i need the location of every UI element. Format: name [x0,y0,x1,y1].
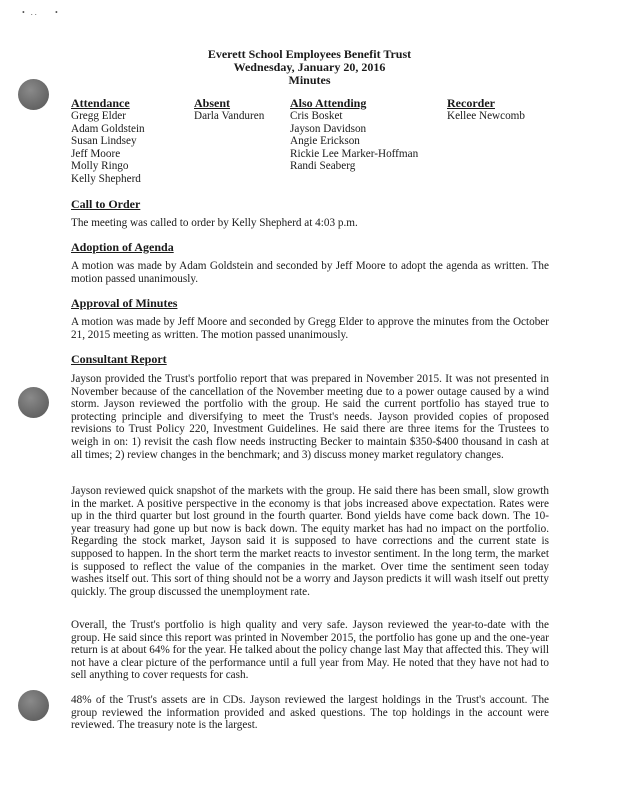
consultant-report-paragraph: 48% of the Trust's assets are in CDs. Jayson reviewed the largest holdings in the Trust's account. The group reviewed the information provided and asked questions. The top holdings in the account were reviewed. The treasury note is the largest. [71,694,549,732]
trust-name: Everett School Employees Benefit Trust [207,47,412,61]
recorder: Kellee Newcomb [447,110,525,122]
guest: Randi Seaberg [290,160,356,173]
scan-speck: • .. [22,8,39,17]
absent-heading: Absent [194,96,231,110]
document-header [0,48,619,87]
attendee: Kelly Shepherd [71,172,141,185]
attendee: Molly Ringo [71,160,129,173]
binder-hole [18,690,49,721]
consultant-report-paragraph: Jayson provided the Trust's portfolio report that was prepared in November 2015. It was not presented in November because of the cancellation of the November meeting due to a power outage caused by a wind storm. Jayson reviewed the portfolio with the group. He said the current portfolio has stayed true to protecting principle and diversifying to meet the Trust's needs. Jayson provided copies of proposed revisions to Trust Policy 220, Investment Guidelines. He said there are three items for the Trustees to weigh in on: 1) revisit the cash flow needs instructing Becker to maintain $350-$400 thousand in cash at all times; 2) review changes in the benchmark; and 3) discuss money market regulatory changes. [71,373,549,461]
adoption-of-agenda-text: A motion was made by Adam Goldstein and seconded by Jeff Moore to adopt the agenda as written. The motion passed unanimously. [71,260,549,285]
absent-column [194,97,264,123]
attendee: Adam Goldstein [71,122,145,135]
consultant-report-paragraph: Jayson reviewed quick snapshot of the markets with the group. He said there has been small, slow growth in the market. A positive perspective in the economy is that jobs increased above expectation. Rates were up in the third quarter but lost ground in the fourth quarter. Bond yields have come back down. The 10-year treasury had gone up but now is back down. The equity market has had no impact on the portfolio. Regarding the stock market, Jayson said it is supposed to have corrections and the current state is supposed to happen. In the short term the market reacts to investor sentiment. In the long term, the market is supposed to reflect the value of the companies in the market. Over time the sentiment seen today washes itself out. This sort of thing should not be a worry and Jayson predicts it will wash itself out pretty quickly. The group discussed the unemployment rate. [71,485,549,598]
guest: Cris Bosket [290,110,343,122]
approval-of-minutes-heading: Approval of Minutes [71,296,178,310]
minutes-label: Minutes [288,73,331,87]
attendee: Gregg Elder [71,110,126,122]
scan-speck: • [55,8,60,17]
also-attending-heading: Also Attending [290,96,367,110]
call-to-order-text: The meeting was called to order by Kelly Shepherd at 4:03 p.m. [71,217,358,229]
absentee: Darla Vanduren [194,110,265,122]
adoption-of-agenda-heading: Adoption of Agenda [71,240,174,254]
meeting-date: Wednesday, January 20, 2016 [233,60,386,74]
recorder-column [447,97,525,123]
recorder-heading: Recorder [447,96,495,110]
attendance-heading: Attendance [71,96,130,110]
guest: Angie Erickson [290,135,360,148]
consultant-report-paragraph: Overall, the Trust's portfolio is high quality and very safe. Jayson reviewed the year-to-date with the group. He said since this report was printed in November 2015, the portfolio has gone up and the one-year return is at about 64% for the year. He talked about the policy change last May that affected this. They will not have a clear picture of the performance until a full year from May. He noted that they have not had to sell anything to cover requests for cash. [71,619,550,682]
attendee: Jeff Moore [71,147,121,160]
attendee: Susan Lindsey [71,135,137,148]
guest: Rickie Lee Marker-Hoffman [290,147,419,160]
call-to-order-heading: Call to Order [71,197,141,211]
guest: Jayson Davidson [290,122,367,135]
approval-of-minutes-text: A motion was made by Jeff Moore and seconded by Gregg Elder to approve the minutes from the October 21, 2015 meeting as written. The motion passed unanimously. [71,316,549,341]
binder-hole [18,387,49,418]
also-attending-column [290,97,418,173]
consultant-report-heading: Consultant Report [71,352,167,366]
attendance-column [71,97,145,186]
